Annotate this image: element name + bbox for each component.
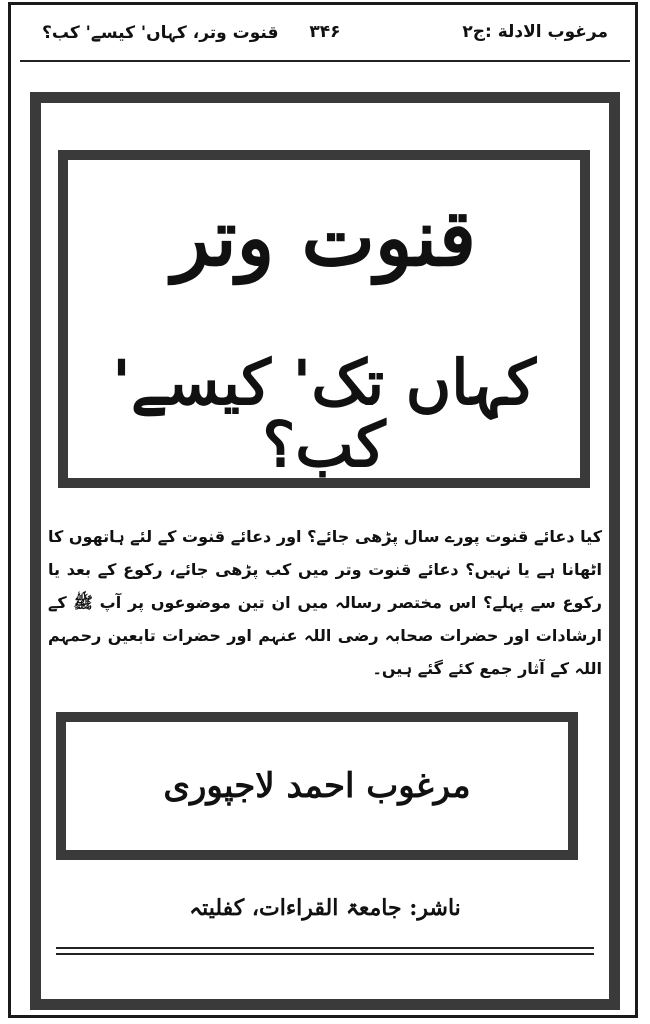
bottom-divider-top bbox=[56, 947, 594, 949]
running-header bbox=[20, 18, 630, 54]
cover-title: قنوت وتر bbox=[171, 193, 477, 284]
author-box bbox=[56, 712, 578, 860]
header-divider bbox=[20, 60, 630, 62]
cover-subtitle: کہاں تک' کیسے' کب؟ bbox=[111, 346, 536, 481]
publisher-line: ناشر: جامعۃ القراءات، کفلیتہ bbox=[189, 895, 461, 921]
author-name: مرغوب احمد لاجپوری bbox=[163, 766, 471, 806]
page-number: ۳۴۶ bbox=[309, 22, 341, 42]
title-box bbox=[58, 150, 590, 488]
cover-description: کیا دعائے قنوت پورے سال پڑھی جائے؟ اور دعائے قنوت کے لئے ہاتھوں کا اٹھانا ہے یا نہیں؟ دعائے قنوت وتر میں کب پڑھی جائے، رکوع کے بعد یا رکوع سے پہلے؟ اس مختصر رسالہ میں ان تین موضوعوں پر آپ ﷺ کے ارشادات اور حضرات صحابہ رضی اللہ عنہم اور حضرات تابعین رحمہم اللہ کے آثار جمع کئے گئے ہیں۔ bbox=[48, 527, 602, 678]
running-title: قنوت وتر، کہاں' کیسے' کب؟ bbox=[42, 23, 279, 43]
bottom-divider-bottom bbox=[56, 953, 594, 955]
book-volume-label: مرغوب الادلة :ج۲ bbox=[462, 22, 608, 42]
